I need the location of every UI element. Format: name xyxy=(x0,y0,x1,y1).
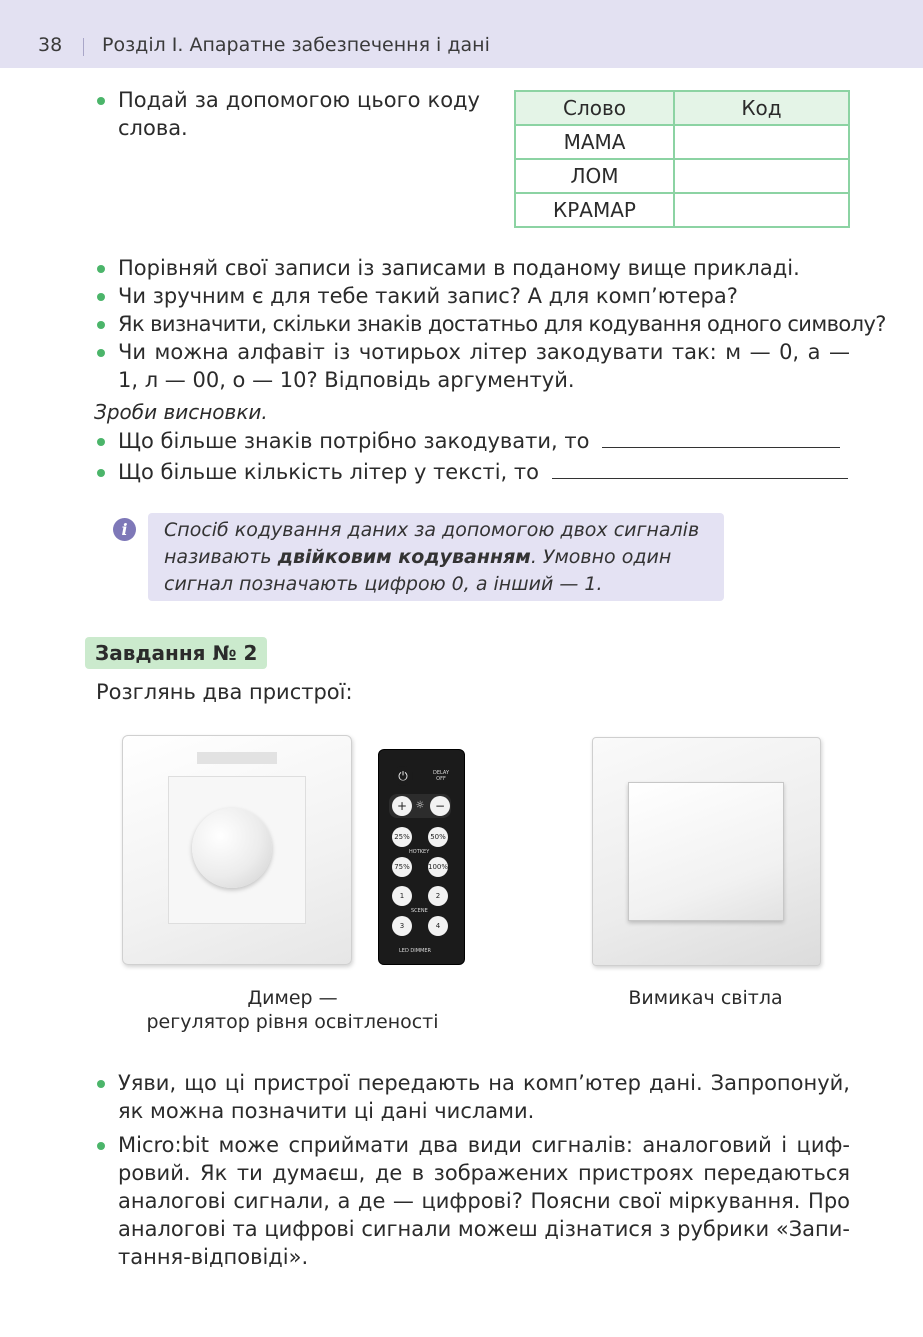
table-cell-code[interactable] xyxy=(674,193,849,227)
list-item xyxy=(118,338,850,394)
table-cell-word: ЛОМ xyxy=(515,159,674,193)
list-item xyxy=(118,1131,850,1271)
bullet-dot xyxy=(97,349,105,357)
bullet-text: Micro:bit може сприймати два види сигналів: аналоговий і цифровий. Як ти думаєш, де в зображених пристроях передаються аналогові сигнали, а де — цифрові? Поясни свої міркування. Про аналогові та цифрові сигнали можеш дізнатися з рубрики «Запитання-відповіді». xyxy=(118,1133,850,1269)
page-header xyxy=(0,0,923,68)
list-item xyxy=(118,1069,850,1125)
bullet-text-line2: слова. xyxy=(118,116,188,140)
table-row xyxy=(515,159,849,193)
question-text: Чи можна алфавіт із чотирьох літер закодувати так: м — 0, а — 1, л — 00, о — 10? Відповідь аргументуй. xyxy=(118,340,850,392)
list-item xyxy=(118,282,850,310)
bullet-text: Уяви, що ці пристрої передають на комп’ютер дані. Запропонуй, як можна позначити ці дані числами. xyxy=(118,1071,850,1123)
chapter-title: Розділ І. Апаратне забезпечення і дані xyxy=(102,34,490,56)
brightness-icon: ☼ xyxy=(415,800,425,811)
bullet-dot xyxy=(97,469,105,477)
bullet-dot xyxy=(97,438,105,446)
info-text xyxy=(164,517,704,598)
table-header-cell: Слово xyxy=(515,91,674,125)
table-cell-code[interactable] xyxy=(674,125,849,159)
bullet-dot xyxy=(97,293,105,301)
answer-blank[interactable] xyxy=(552,460,848,479)
remote-control-image xyxy=(378,749,465,965)
task-intro: Розглянь два пристрої: xyxy=(96,680,353,704)
task-title: Завдання № 2 xyxy=(85,637,267,669)
bullet-dot xyxy=(97,97,105,105)
page-number: 38 xyxy=(38,34,63,56)
remote-label: HOTKEY xyxy=(409,849,430,855)
remote-button: 1 xyxy=(392,886,412,906)
remote-label: SCENE xyxy=(411,908,428,914)
dimmer-caption xyxy=(120,986,465,1034)
remote-button: 25% xyxy=(392,827,412,847)
list-item xyxy=(118,427,850,455)
dimmer-display-strip xyxy=(197,752,277,764)
question-text: Порівняй свої записи із записами в поданому вище прикладі. xyxy=(118,256,800,280)
info-term: двійковим кодуванням xyxy=(277,546,531,568)
dimmer-caption-line: регулятор рівня освітленості xyxy=(146,1011,439,1033)
light-switch-key xyxy=(628,782,784,921)
conclusion-text: Що більше знаків потрібно закодувати, то xyxy=(118,429,590,453)
table-header-cell: Код xyxy=(674,91,849,125)
question-text: Чи зручним є для тебе такий запис? А для комп’ютера? xyxy=(118,284,738,308)
remote-button: 4 xyxy=(428,916,448,936)
list-item xyxy=(118,458,850,486)
remote-button: 3 xyxy=(392,916,412,936)
minus-icon: − xyxy=(430,796,450,816)
info-text-part: Спосіб кодування даних за допомогою двох сигналів називають xyxy=(164,519,700,568)
remote-label: DELAY OFF xyxy=(433,770,449,782)
question-text: Як визначити, скільки знаків достатньо для кодування одного символу? xyxy=(118,312,886,336)
list-item xyxy=(118,254,850,282)
table-cell-code[interactable] xyxy=(674,159,849,193)
table-row xyxy=(515,193,849,227)
list-item xyxy=(118,86,480,142)
remote-button: 50% xyxy=(428,827,448,847)
table-row xyxy=(515,125,849,159)
remote-label: LED DIMMER xyxy=(399,948,431,954)
power-icon: ⏻ xyxy=(393,766,413,786)
bullet-dot xyxy=(97,265,105,273)
conclusions-heading: Зроби висновки. xyxy=(94,400,268,424)
header-divider xyxy=(83,38,84,56)
bullet-dot xyxy=(97,1142,105,1150)
bullet-dot xyxy=(97,1080,105,1088)
remote-button: 100% xyxy=(428,857,448,877)
table-cell-word: КРАМАР xyxy=(515,193,674,227)
plus-icon: + xyxy=(392,796,412,816)
switch-caption: Вимикач світла xyxy=(628,987,783,1009)
dimmer-knob xyxy=(192,808,272,888)
list-item xyxy=(118,310,886,338)
remote-button: 75% xyxy=(392,857,412,877)
conclusion-text: Що більше кількість літер у тексті, то xyxy=(118,460,539,484)
answer-blank[interactable] xyxy=(602,429,840,448)
remote-button: 2 xyxy=(428,886,448,906)
bullet-text-line1: Подай за допомогою цього коду xyxy=(118,88,480,112)
table-cell-word: МАМА xyxy=(515,125,674,159)
info-text-part: . Умовно один сигнал позначають цифрою 0, а інший — 1. xyxy=(164,546,672,595)
dimmer-caption-line: Димер — xyxy=(247,987,338,1009)
code-table xyxy=(514,90,850,228)
table-header-row xyxy=(515,91,849,125)
info-icon: i xyxy=(113,518,136,541)
bullet-dot xyxy=(97,321,105,329)
